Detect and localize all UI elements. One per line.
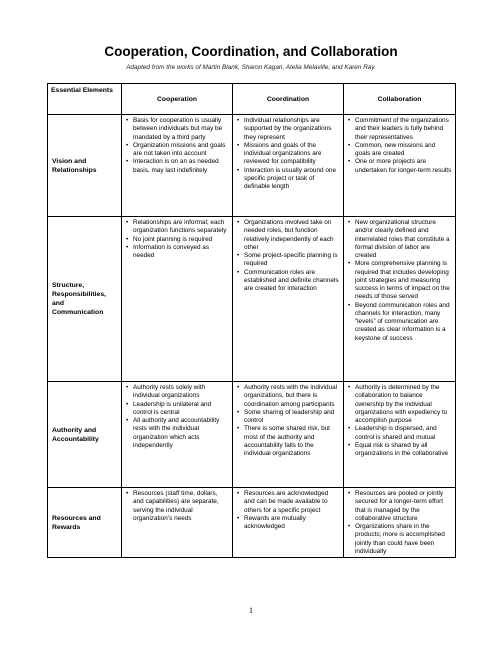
bullet-item: • Common, new missions and goals are created	[347, 142, 452, 159]
bullet-item: • Organizations involved take on needed roles, but function relatively independently of each other	[236, 219, 340, 252]
table-row	[48, 382, 456, 488]
document-subtitle: Adapted from the works of Martin Blank, Sharon Kagan, Atelia Melaville, and Karen Ray.	[126, 64, 376, 71]
bullet-item: • Resources are pooled or jointly secured for a longer-term effort that is managed by the collaborative structure	[347, 490, 452, 523]
collaboration-cell	[344, 115, 456, 217]
bullet-item: • New organizational structure and/or clearly defined and interrelated roles that constitute a formal division of labor are created	[347, 219, 452, 260]
bullet-item: • Leadership is unilateral and control is central	[125, 401, 229, 418]
bullet-item: • Relationships are informal; each organization functions separately	[125, 219, 229, 236]
bullet-list	[233, 488, 343, 532]
bullet-item: • There is some shared risk, but most of the authority and accountability falls to the individual organizations	[236, 425, 340, 458]
bullet-item: • Communication roles are established and definite channels are created for interaction	[236, 269, 340, 294]
bullet-item: • Beyond communication roles and channels for interaction, many “levels” of communication are created as clear information is a keystone of success	[347, 302, 452, 343]
bullet-item: • Interaction is usually around one specific project or task of definable length	[236, 167, 340, 192]
bullet-list	[122, 217, 232, 261]
bullet-item: • Missions and goals of the individual organizations are reviewed for compatibility	[236, 142, 340, 167]
bullet-item: • Equal risk is shared by all organizations in the collaborative	[347, 442, 452, 459]
bullet-list	[122, 488, 232, 524]
cooperation-cell	[122, 217, 233, 382]
bullet-list	[344, 217, 455, 344]
bullet-item: • Some sharing of leadership and control	[236, 409, 340, 426]
bullet-list	[344, 382, 455, 459]
comparison-table	[47, 83, 456, 558]
document-title: Cooperation, Coordination, and Collaboration	[104, 44, 398, 59]
collaboration-cell	[344, 382, 456, 488]
bullet-item: • Organizations share in the products; more is accomplished jointly than could have been individually	[347, 523, 452, 556]
row-label: Structure, Responsibilities, and Communication	[48, 217, 122, 382]
bullet-list	[344, 488, 455, 557]
table-body	[48, 115, 456, 558]
bullet-list	[344, 115, 455, 176]
header-collaboration: Collaboration	[344, 84, 456, 115]
bullet-item: • Authority is determined by the collaboration to balance ownership by the individual organizations with expediency to accomplish purpose	[347, 384, 452, 425]
header-coordination: Coordination	[233, 84, 344, 115]
coordination-cell	[233, 488, 344, 558]
bullet-item: • Interaction is on an as needed basis, may last indefinitely	[125, 158, 229, 175]
bullet-item: • Information is conveyed as needed	[125, 244, 229, 261]
row-label: Vision and Relationships	[48, 115, 122, 217]
bullet-item: • Authority rests solely with individual organizations	[125, 384, 229, 401]
collaboration-cell	[344, 488, 456, 558]
page-number: 1	[249, 606, 253, 615]
coordination-cell	[233, 115, 344, 217]
bullet-item: • Rewards are mutually acknowledged	[236, 515, 340, 532]
bullet-item: • Individual relationships are supported by the organizations they represent	[236, 117, 340, 142]
table-header-row	[48, 84, 456, 115]
bullet-item: • Resources (staff time, dollars, and capabilities) are separate, serving the individual organization’s needs	[125, 490, 229, 523]
coordination-cell	[233, 382, 344, 488]
bullet-item: • No joint planning is required	[125, 236, 229, 244]
collaboration-cell	[344, 217, 456, 382]
coordination-cell	[233, 217, 344, 382]
table-row	[48, 217, 456, 382]
bullet-list	[233, 115, 343, 192]
bullet-list	[233, 382, 343, 459]
bullet-list	[233, 217, 343, 294]
bullet-item: • Leadership is dispersed, and control is shared and mutual	[347, 425, 452, 442]
cooperation-cell	[122, 488, 233, 558]
header-essential-elements: Essential Elements	[48, 84, 122, 115]
bullet-list	[122, 115, 232, 176]
header-cooperation: Cooperation	[122, 84, 233, 115]
bullet-item: • All authority and accountability rests with the individual organization which acts independently	[125, 417, 229, 450]
bullet-item: • Commitment of the organizations and their leaders is fully behind their representatives	[347, 117, 452, 142]
bullet-item: • Some project-specific planning is required	[236, 252, 340, 269]
row-label: Resources and Rewards	[48, 488, 122, 558]
bullet-item: • More comprehensive planning is required that includes developing joint strategies and measuring success in terms of impact on the needs of those served	[347, 260, 452, 301]
table-row	[48, 488, 456, 558]
table-row	[48, 115, 456, 217]
bullet-item: • Resources are acknowledged and can be made available to others for a specific project	[236, 490, 340, 515]
cooperation-cell	[122, 115, 233, 217]
bullet-list	[122, 382, 232, 451]
row-label: Authority and Accountability	[48, 382, 122, 488]
bullet-item: • Organization missions and goals are not taken into account	[125, 142, 229, 159]
bullet-item: • Basis for cooperation is usually between individuals but may be mandated by a third party	[125, 117, 229, 142]
bullet-item: • Authority rests with the individual organizations, but there is coordination among participants	[236, 384, 340, 409]
bullet-item: • One or more projects are undertaken for longer-term results	[347, 158, 452, 175]
cooperation-cell	[122, 382, 233, 488]
